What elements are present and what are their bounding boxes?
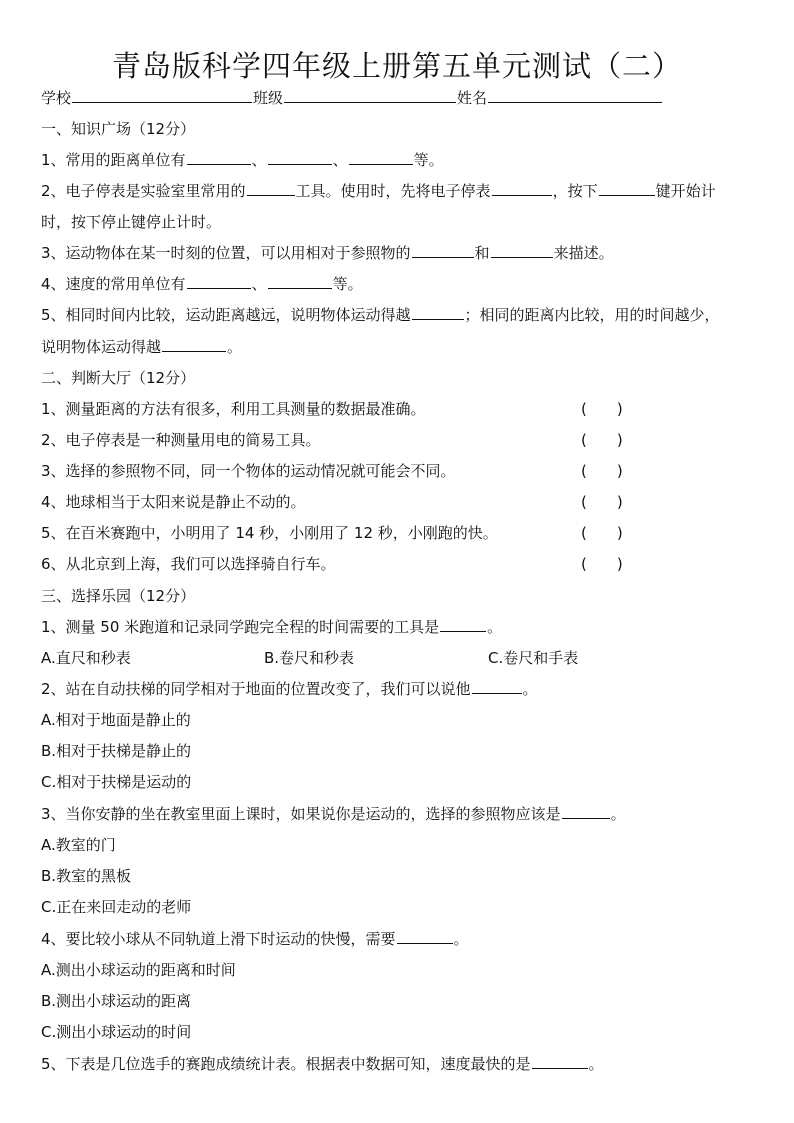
judge-item-6: 6、从北京到上海，我们可以选择骑自行车。 — [41, 555, 336, 573]
answer-blank[interactable] — [268, 150, 332, 165]
s3-question-4 — [41, 929, 469, 949]
s3-q1-option-a[interactable]: A.直尺和秒表 — [41, 649, 131, 667]
s1-q5-text: ；相同的距离内比较，用的时间越少， — [464, 306, 720, 324]
answer-blank[interactable] — [440, 617, 486, 632]
s1-question-3 — [41, 243, 614, 263]
s3-q4-stem: 4、要比较小球从不同轨道上滑下时运动的快慢，需要 — [41, 930, 396, 948]
judge-answer-paren[interactable]: ( ) — [581, 555, 623, 573]
s1-question-1 — [41, 150, 444, 170]
s1-q1-end: 等。 — [413, 151, 444, 169]
s1-q1-sep: 、 — [251, 151, 267, 169]
judge-item-1: 1、测量距离的方法有很多，利用工具测量的数据最准确。 — [41, 400, 426, 418]
s3-q2-option-a[interactable]: A.相对于地面是静止的 — [41, 711, 191, 729]
answer-blank[interactable] — [412, 243, 474, 258]
s1-q5-end: 。 — [227, 338, 243, 356]
s3-q2-option-c[interactable]: C.相对于扶梯是运动的 — [41, 773, 192, 791]
s1-question-2 — [41, 181, 716, 201]
judge-item-3: 3、选择的参照物不同，同一个物体的运动情况就可能会不同。 — [41, 462, 456, 480]
s3-q3-option-b[interactable]: B.教室的黑板 — [41, 867, 132, 885]
judge-item-5: 5、在百米赛跑中，小明用了 14 秒，小刚用了 12 秒，小刚跑的快。 — [41, 524, 498, 542]
s3-q4-option-c[interactable]: C.测出小球运动的时间 — [41, 1023, 192, 1041]
s3-question-5 — [41, 1054, 604, 1074]
page-title: 青岛版科学四年级上册第五单元测试（二） — [111, 49, 682, 83]
s1-question-4 — [41, 274, 363, 294]
s3-q3-end: 。 — [610, 805, 626, 823]
s1-q1-sep: 、 — [332, 151, 348, 169]
judge-answer-paren[interactable]: ( ) — [581, 431, 623, 449]
answer-blank[interactable] — [562, 804, 610, 819]
s3-q2-option-b[interactable]: B.相对于扶梯是静止的 — [41, 742, 192, 760]
s1-q4-end: 等。 — [332, 275, 363, 293]
answer-blank[interactable] — [491, 243, 553, 258]
class-blank[interactable] — [284, 88, 456, 103]
answer-blank[interactable] — [349, 150, 413, 165]
s3-q1-stem: 1、测量 50 米跑道和记录同学跑完全程的时间需要的工具是 — [41, 618, 440, 636]
s1-q2-line2: 时，按下停止键停止计时。 — [41, 213, 222, 231]
answer-blank[interactable] — [472, 679, 522, 694]
name-blank[interactable] — [488, 88, 662, 103]
student-info-line — [41, 88, 663, 108]
answer-blank[interactable] — [268, 274, 332, 289]
school-blank[interactable] — [72, 88, 252, 103]
s1-q5-text: 说明物体运动得越 — [41, 338, 162, 356]
answer-blank[interactable] — [162, 337, 226, 352]
s3-q4-end: 。 — [453, 930, 469, 948]
answer-blank[interactable] — [532, 1054, 588, 1069]
s3-question-1 — [41, 617, 502, 637]
s1-q2-text: ，按下 — [552, 182, 598, 200]
s3-q4-option-b[interactable]: B.测出小球运动的距离 — [41, 992, 192, 1010]
s1-q2-text: 2、电子停表是实验室里常用的 — [41, 182, 246, 200]
judge-answer-paren[interactable]: ( ) — [581, 400, 623, 418]
s3-q3-stem: 3、当你安静的坐在教室里面上课时，如果说你是运动的，选择的参照物应该是 — [41, 805, 561, 823]
s3-question-3 — [41, 804, 626, 824]
s1-q3-text: 和 — [474, 244, 490, 262]
class-label: 班级 — [253, 89, 284, 107]
s3-question-2 — [41, 679, 538, 699]
s3-q3-option-a[interactable]: A.教室的门 — [41, 836, 116, 854]
s1-q2-text: 工具。使用时，先将电子停表 — [295, 182, 491, 200]
school-label: 学校 — [41, 89, 72, 107]
answer-blank[interactable] — [187, 150, 251, 165]
answer-blank[interactable] — [412, 305, 464, 320]
s3-q5-stem: 5、下表是几位选手的赛跑成绩统计表。根据表中数据可知，速度最快的是 — [41, 1055, 531, 1073]
s1-q4-sep: 、 — [251, 275, 267, 293]
s3-q1-end: 。 — [487, 618, 503, 636]
section-2-heading: 二、判断大厅（12分） — [41, 369, 196, 387]
s3-q4-option-a[interactable]: A.测出小球运动的距离和时间 — [41, 961, 236, 979]
judge-item-4: 4、地球相当于太阳来说是静止不动的。 — [41, 493, 306, 511]
section-1-heading: 一、知识广场（12分） — [41, 120, 196, 138]
answer-blank[interactable] — [247, 181, 295, 196]
section-3-heading: 三、选择乐园（12分） — [41, 587, 196, 605]
s3-q2-end: 。 — [522, 680, 538, 698]
judge-answer-paren[interactable]: ( ) — [581, 462, 623, 480]
answer-blank[interactable] — [599, 181, 655, 196]
s3-q1-option-b[interactable]: B.卷尺和秒表 — [264, 649, 355, 667]
s3-q5-end: 。 — [588, 1055, 604, 1073]
answer-blank[interactable] — [397, 929, 453, 944]
s1-question-5 — [41, 305, 720, 325]
s1-q5-line2 — [41, 337, 242, 357]
s3-q1-option-c[interactable]: C.卷尺和手表 — [488, 649, 579, 667]
judge-answer-paren[interactable]: ( ) — [581, 493, 623, 511]
s1-q4-text: 4、速度的常用单位有 — [41, 275, 186, 293]
s3-q3-option-c[interactable]: C.正在来回走动的老师 — [41, 898, 192, 916]
s1-q2-text: 键开始计 — [655, 182, 716, 200]
s1-q3-text: 3、运动物体在某一时刻的位置，可以用相对于参照物的 — [41, 244, 411, 262]
s1-q1-text: 1、常用的距离单位有 — [41, 151, 186, 169]
s1-q3-text: 来描述。 — [553, 244, 614, 262]
judge-item-2: 2、电子停表是一种测量用电的简易工具。 — [41, 431, 321, 449]
s3-q2-stem: 2、站在自动扶梯的同学相对于地面的位置改变了，我们可以说他 — [41, 680, 471, 698]
judge-answer-paren[interactable]: ( ) — [581, 524, 623, 542]
answer-blank[interactable] — [492, 181, 552, 196]
name-label: 姓名 — [457, 89, 488, 107]
answer-blank[interactable] — [187, 274, 251, 289]
s1-q5-text: 5、相同时间内比较，运动距离越远，说明物体运动得越 — [41, 306, 411, 324]
